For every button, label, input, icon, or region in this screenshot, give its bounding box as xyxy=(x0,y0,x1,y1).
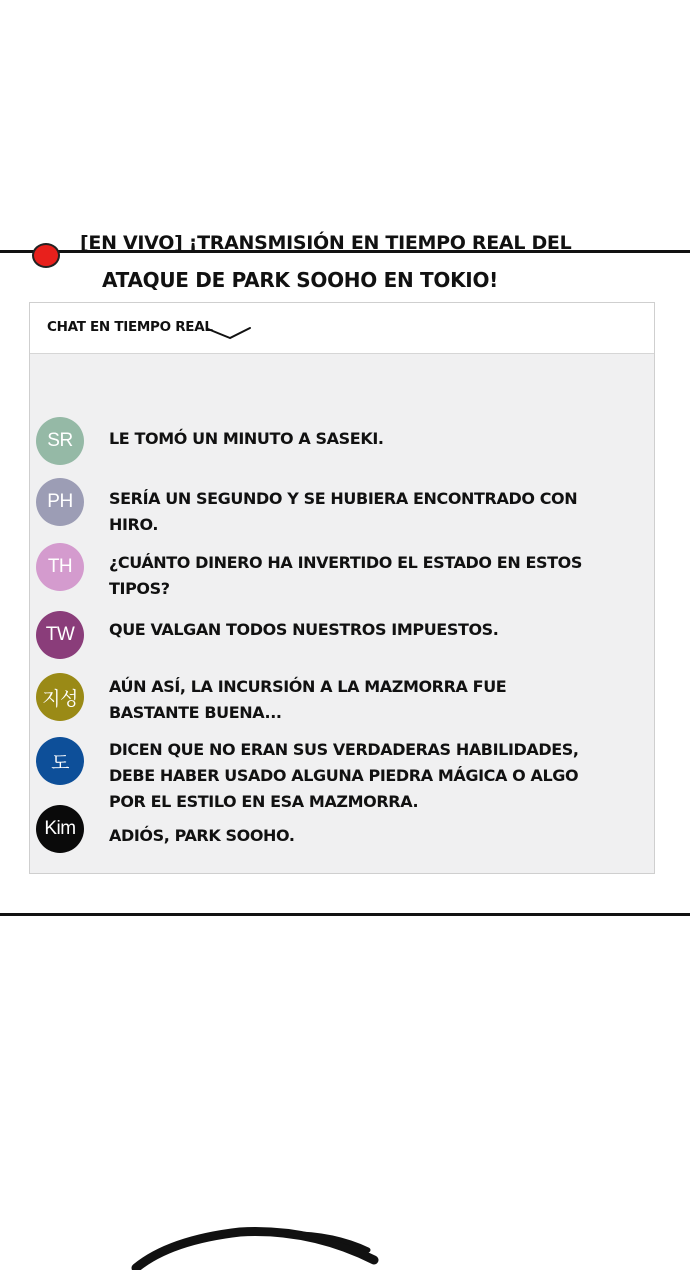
live-chat-panel xyxy=(29,302,655,874)
ink-stroke-illustration xyxy=(130,1210,390,1270)
broadcast-title-line2: ATAQUE DE PARK SOOHO EN TOKIO! xyxy=(102,268,498,292)
chat-message-text: SERÍA UN SEGUNDO Y SE HUBIERA ENCONTRADO CON HIRO. xyxy=(109,489,578,534)
user-avatar[interactable]: PH xyxy=(36,478,84,526)
broadcast-title-line1: [EN VIVO] ¡TRANSMISIÓN EN TIEMPO REAL DEL xyxy=(80,232,572,254)
user-avatar[interactable]: TW xyxy=(36,611,84,659)
chat-header[interactable] xyxy=(30,303,654,354)
user-avatar[interactable]: Kim xyxy=(36,805,84,853)
chat-message-text: LE TOMÓ UN MINUTO A SASEKI. xyxy=(109,429,384,448)
chat-message-text: ¿CUÁNTO DINERO HA INVERTIDO EL ESTADO EN ESTOS TIPOS? xyxy=(109,553,582,598)
panel-bottom-border xyxy=(0,913,690,916)
chat-header-label: CHAT EN TIEMPO REAL xyxy=(47,319,213,335)
user-avatar[interactable]: TH xyxy=(36,543,84,591)
chevron-down-icon[interactable] xyxy=(206,325,252,341)
user-avatar[interactable]: SR xyxy=(36,417,84,465)
live-indicator-icon xyxy=(32,243,60,268)
chat-message-text: ADIÓS, PARK SOOHO. xyxy=(109,826,295,845)
user-avatar[interactable]: 지성 xyxy=(36,673,84,721)
user-avatar[interactable]: 도 xyxy=(36,737,84,785)
chat-message-text: AÚN ASÍ, LA INCURSIÓN A LA MAZMORRA FUE BASTANTE BUENA... xyxy=(109,677,507,722)
chat-message-text: DICEN QUE NO ERAN SUS VERDADERAS HABILIDADES, DEBE HABER USADO ALGUNA PIEDRA MÁGICA O ALGO POR EL ESTILO EN ESA MAZMORRA. xyxy=(109,740,579,811)
chat-message-text: QUE VALGAN TODOS NUESTROS IMPUESTOS. xyxy=(109,620,499,639)
